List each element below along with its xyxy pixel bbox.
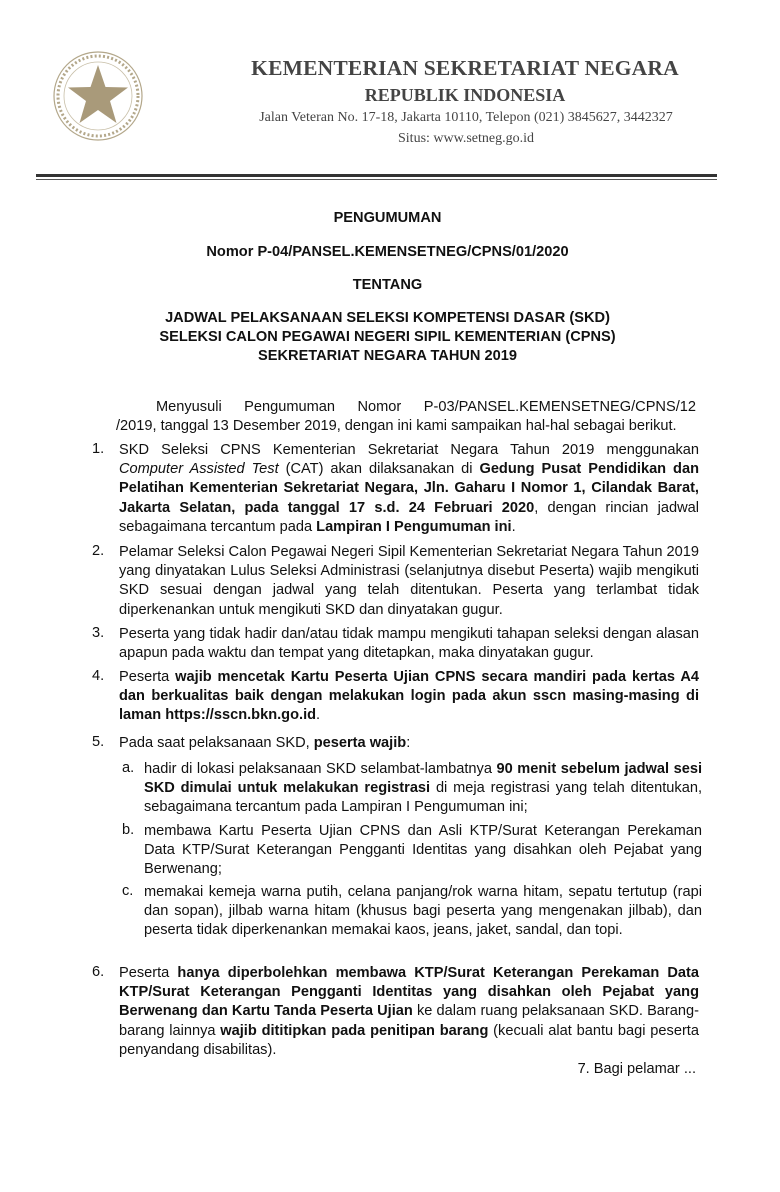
item-number: 3. (92, 625, 105, 641)
announcement-title: PENGUMUMAN (333, 210, 442, 226)
subject-line: SEKRETARIAT NEGARA TAHUN 2019 (258, 348, 517, 364)
announcement-number: Nomor P-04/PANSEL.KEMENSETNEG/CPNS/01/2020 (206, 244, 569, 260)
ministry-website: Situs: www.setneg.go.id (398, 131, 534, 146)
announcement-subject (100, 309, 675, 366)
item-number: 2. (92, 543, 105, 559)
ministry-name: KEMENTERIAN SEKRETARIAT NEGARA (251, 56, 679, 80)
ministry-address: Jalan Veteran No. 17-18, Jakarta 10110, Telepon (021) 3845627, 3442327 (259, 110, 673, 125)
star-emblem-icon (52, 50, 144, 142)
continuation-note: 7. Bagi pelamar ... (577, 1061, 696, 1077)
country-name: REPUBLIK INDONESIA (364, 85, 566, 105)
item-number: 1. (92, 441, 105, 457)
item-text: Pada saat pelaksanaan SKD, peserta wajib: (119, 735, 411, 751)
intro-line: /2019, tanggal 13 Desember 2019, dengan ini kami sampaikan hal-hal sebagai berikut. (116, 418, 677, 435)
intro-line: Menyusuli Pengumuman Nomor P-03/PANSEL.KEMENSETNEG/CPNS/12 (156, 399, 696, 415)
letterhead-rule-thin (36, 179, 717, 180)
item-text: Peserta hanya diperbolehkan membawa KTP/Surat Keterangan Perekaman Data KTP/Surat Keterangan Pengganti Identitas yang disahkan oleh Pejabat yang Berwenang dan Kartu Tanda Peserta Ujian ke dalam ruang pelaksanaan SKD. Barang-barang lainnya wajib dititipkan pada penitipan barang (kecuali alat bantu bagi peserta penyandang disabilitas). (119, 965, 699, 1058)
item-text: Pelamar Seleksi Calon Pegawai Negeri Sipil Kementerian Sekretariat Negara Tahun 2019 yang dinyatakan Lulus Seleksi Administrasi (selanjutnya disebut Peserta) wajib mengikuti SKD sesuai dengan jadwal yang telah ditentukan. Peserta yang terlambat tidak diperkenankan untuk mengikuti SKD dan dinyatakan gugur. (119, 544, 699, 618)
item-number: 4. (92, 668, 105, 684)
sub-item-letter: b. (122, 822, 135, 838)
item-text: SKD Seleksi CPNS Kementerian Sekretariat Negara Tahun 2019 menggunakan Computer Assisted Test (CAT) akan dilaksanakan di Gedung Pusat Pendidikan dan Pelatihan Kementerian Sekretariat Negara, Jln. Gaharu I Nomor 1, Cilandak Barat, Jakarta Selatan, pada tanggal 17 s.d. 24 Februari 2020, dengan rincian jadwal sebagaimana tercantum pada Lampiran I Pengumuman ini. (119, 442, 700, 535)
item-text: Peserta yang tidak hadir dan/atau tidak mampu mengikuti tahapan seleksi dengan alasan apapun pada waktu dan tempat yang ditetapkan, maka dinyatakan gugur. (119, 626, 699, 662)
item-text: Peserta wajib mencetak Kartu Peserta Ujian CPNS secara mandiri pada kertas A4 dan berkualitas baik dengan melakukan login pada akun sscn masing-masing di laman https://sscn.bkn.go.id. (119, 669, 699, 724)
item-number: 6. (92, 964, 105, 980)
item-number: 5. (92, 734, 105, 750)
sub-item-letter: c. (122, 883, 134, 899)
sub-item-text: memakai kemeja warna putih, celana panjang/rok warna hitam, sepatu tertutup (rapi dan sopan), jilbab warna hitam (khusus bagi peserta yang mengenakan jilbab), dan peserta tidak diperkenankan memakai kaos, jeans, jaket, sandal, dan topi. (144, 884, 702, 939)
subject-line: SELEKSI CALON PEGAWAI NEGERI SIPIL KEMENTERIAN (CPNS) (159, 329, 616, 345)
announcement-about: TENTANG (352, 277, 423, 293)
sub-item-text: membawa Kartu Peserta Ujian CPNS dan Asli KTP/Surat Keterangan Perekaman Data KTP/Surat Keterangan Pengganti Identitas yang disahkan oleh Pejabat yang Berwenang; (144, 823, 702, 878)
subject-line: JADWAL PELAKSANAAN SELEKSI KOMPETENSI DASAR (SKD) (165, 310, 610, 326)
letterhead-rule-thick (36, 174, 717, 177)
sub-item-letter: a. (122, 760, 135, 776)
intro-paragraph (116, 398, 696, 436)
sub-item-text: hadir di lokasi pelaksanaan SKD selambat-lambatnya 90 menit sebelum jadwal sesi SKD dimulai untuk melakukan registrasi di meja registrasi yang telah ditentukan, sebagaimana tercantum pada Lampiran I Pengumuman ini; (144, 761, 702, 816)
